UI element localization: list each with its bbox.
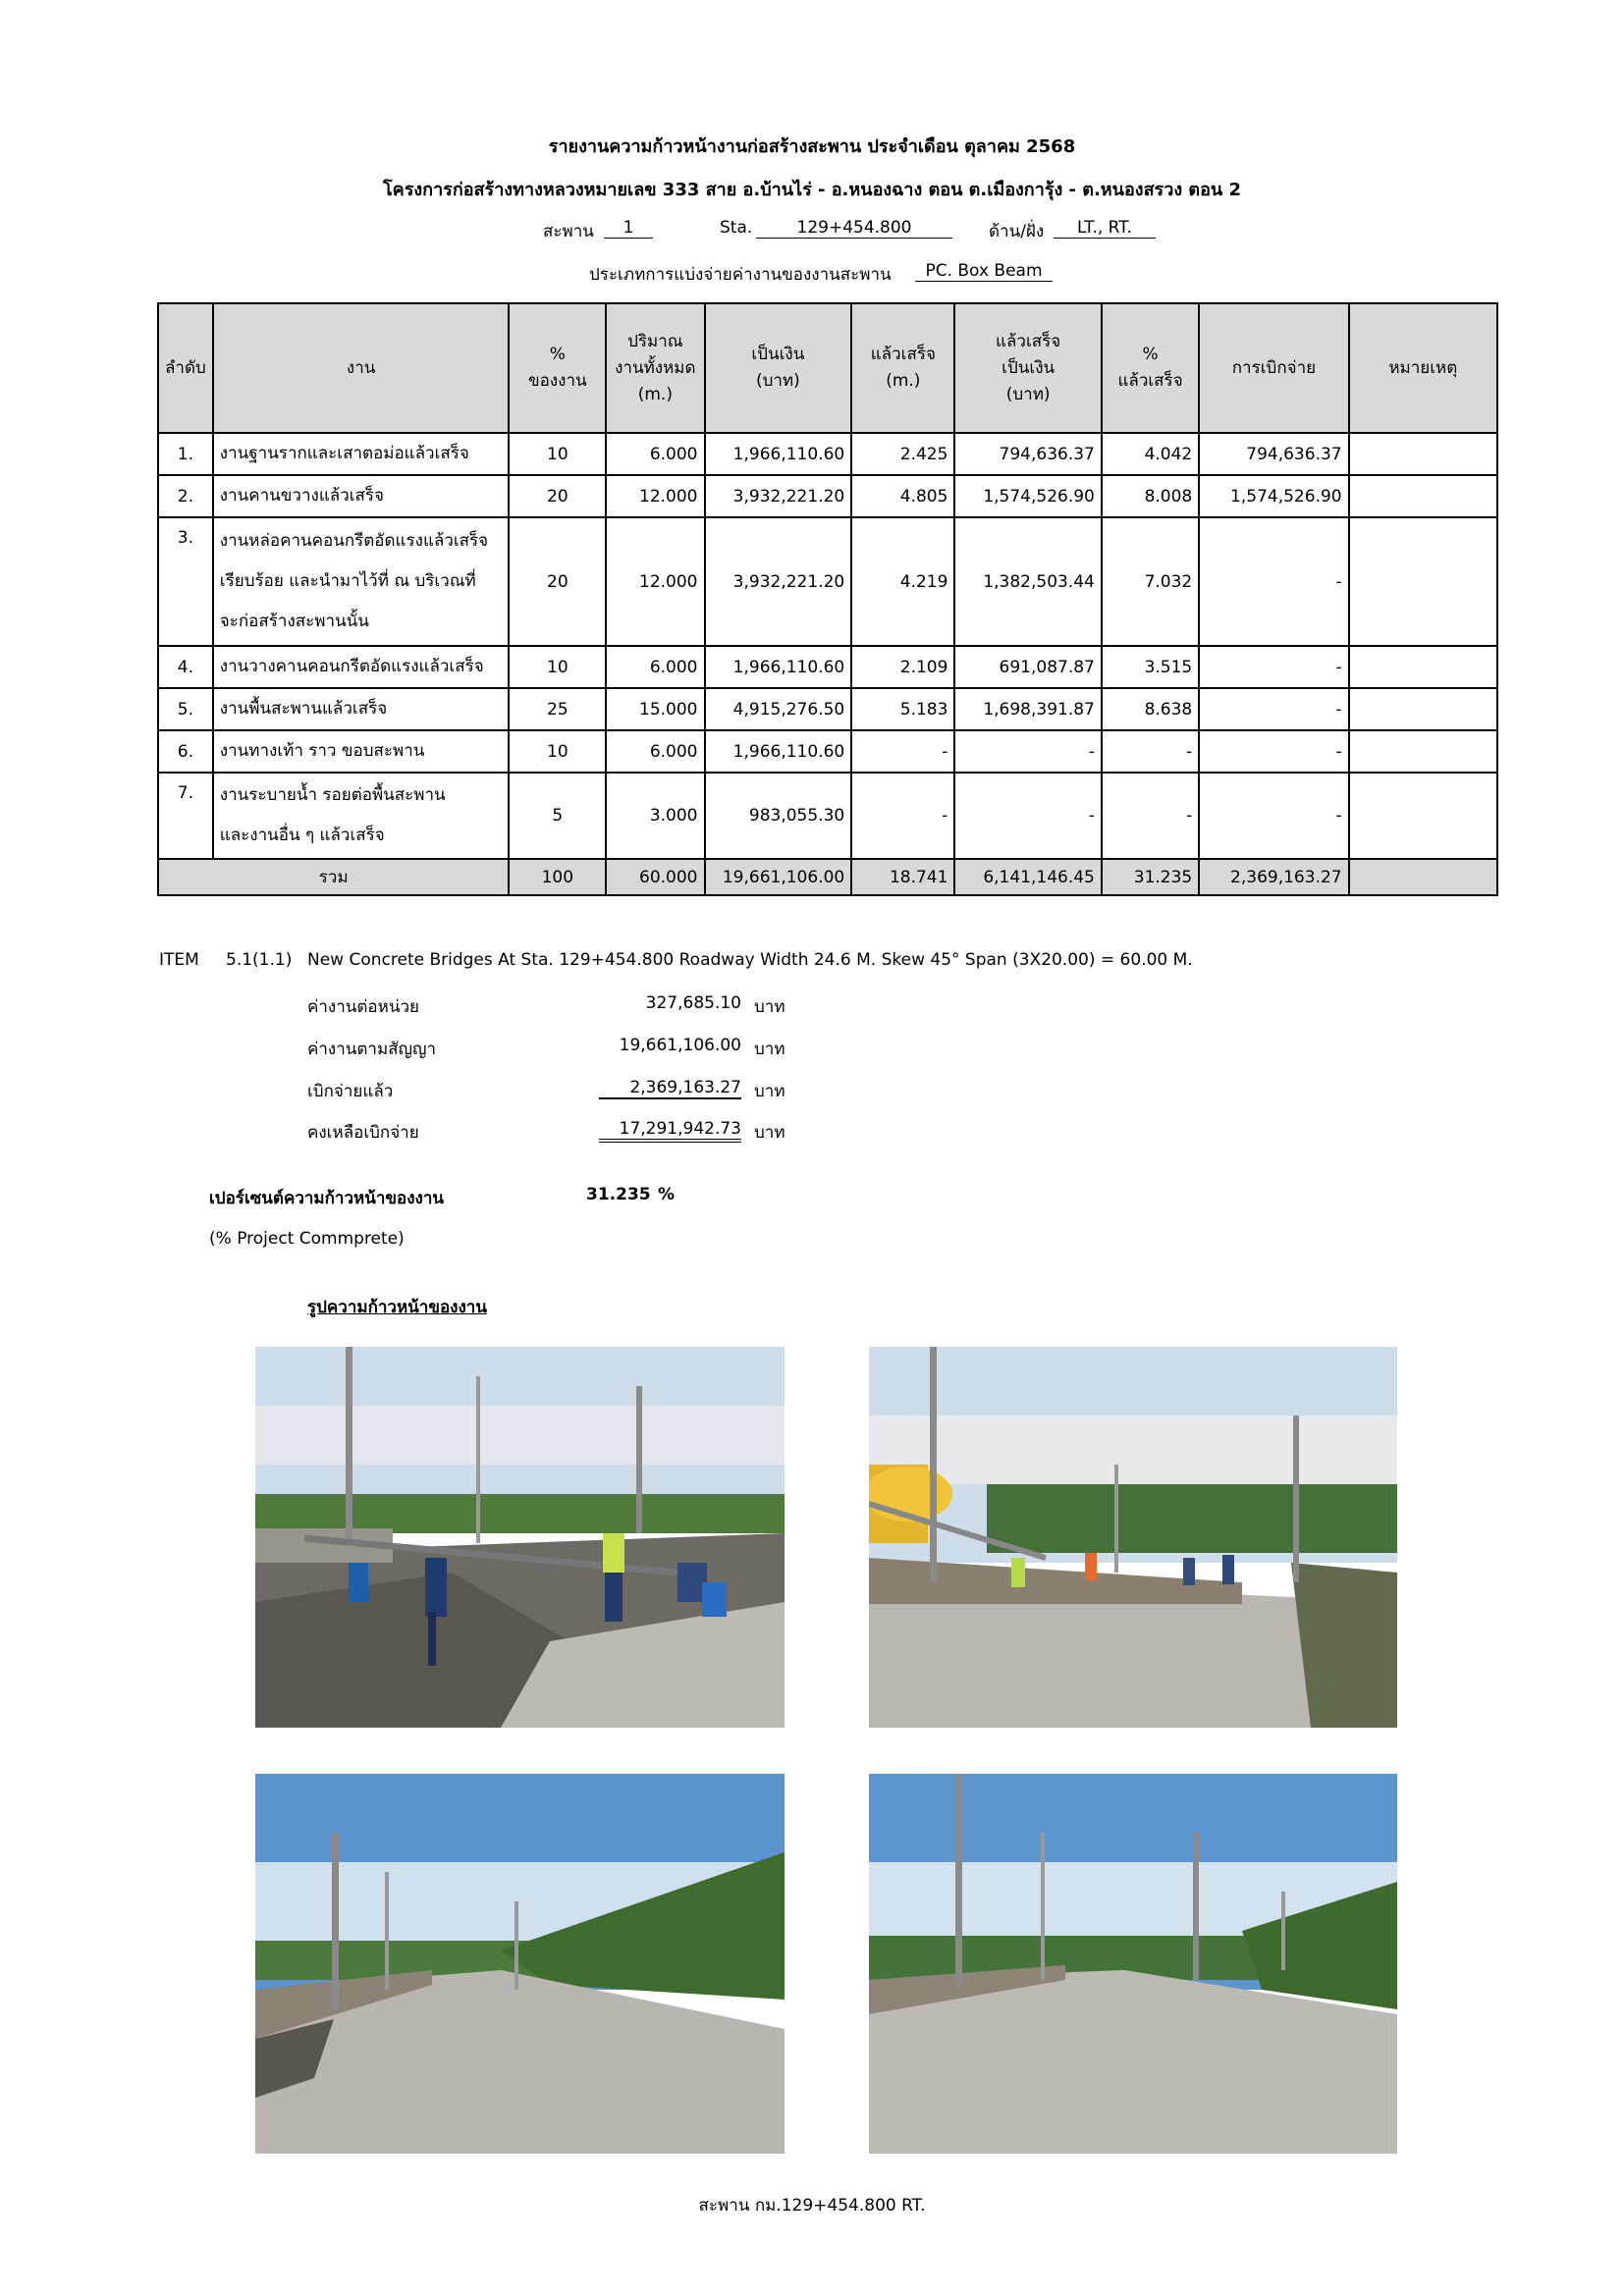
- row-remark: [1349, 730, 1497, 773]
- col-pct-header: % ของงาน: [509, 303, 606, 433]
- row-work: [213, 688, 510, 730]
- row-work: [213, 730, 510, 773]
- table-row: [158, 475, 1497, 517]
- total-amount: 19,661,106.00: [705, 859, 852, 895]
- row-remark: [1349, 773, 1497, 859]
- col-no-header: ลำดับ: [158, 303, 213, 433]
- row-amount: 983,055.30: [705, 773, 852, 859]
- row-done: 2.425: [851, 433, 954, 475]
- col-qty-header: ปริมาณ งานทั้งหมด (m.): [606, 303, 704, 433]
- row-done-pct: -: [1102, 773, 1199, 859]
- row-work-line: งานหล่อคานคอนกรีตอัดแรงแล้วเสร็จ: [219, 531, 489, 551]
- sta-value: 129+454.800: [756, 218, 952, 239]
- item-description: New Concrete Bridges At Sta. 129+454.800 Roadway Width 24.6 M. Skew 45° Span (3X20.00) = 60.00 M.: [307, 950, 1193, 970]
- progress-photo-1: [255, 1347, 785, 1728]
- row-remark: [1349, 517, 1497, 646]
- row-done-pct: 8.638: [1102, 688, 1199, 730]
- row-amount: 4,915,276.50: [705, 688, 852, 730]
- row-done-amount: 1,382,503.44: [954, 517, 1101, 646]
- table-row: [158, 688, 1497, 730]
- type-label: ประเภทการแบ่งจ่ายค่างานของงานสะพาน: [589, 265, 892, 285]
- table-row: [158, 646, 1497, 688]
- row-qty: 3.000: [606, 773, 704, 859]
- side-value: LT., RT.: [1054, 218, 1156, 239]
- row-paid: -: [1199, 646, 1348, 688]
- progress-label: เปอร์เซนต์ความก้าวหน้าของงาน: [209, 1189, 444, 1208]
- row-no: 2.: [158, 475, 213, 517]
- row-work-line: งานระบายน้ำ รอยต่อพื้นสะพาน: [219, 785, 446, 805]
- row-no: 7.: [158, 773, 213, 859]
- row-done-amount: 1,574,526.90: [954, 475, 1101, 517]
- row-paid: 1,574,526.90: [1199, 475, 1348, 517]
- col-amount-header: เป็นเงิน (บาท): [705, 303, 852, 433]
- col-done-amount-header: แล้วเสร็จ เป็นเงิน (บาท): [954, 303, 1101, 433]
- row-done: 5.183: [851, 688, 954, 730]
- row-work-line: งานฐานรากและเสาตอม่อแล้วเสร็จ: [219, 444, 469, 463]
- bridge-label: สะพาน: [543, 222, 594, 241]
- row-done-amount: 794,636.37: [954, 433, 1101, 475]
- row-amount: 1,966,110.60: [705, 730, 852, 773]
- progress-photo-4: [869, 1774, 1397, 2154]
- paid-unit: บาท: [754, 1082, 785, 1101]
- row-qty: 6.000: [606, 433, 704, 475]
- table-row: [158, 517, 1497, 646]
- row-done-amount: -: [954, 773, 1101, 859]
- unit-cost-unit: บาท: [754, 997, 785, 1017]
- row-no: 5.: [158, 688, 213, 730]
- row-qty: 15.000: [606, 688, 704, 730]
- table-row: [158, 773, 1497, 859]
- row-work-line: งานคานขวางแล้วเสร็จ: [219, 486, 385, 506]
- row-pct: 25: [509, 688, 606, 730]
- row-paid: -: [1199, 730, 1348, 773]
- row-amount: 1,966,110.60: [705, 433, 852, 475]
- row-paid: -: [1199, 517, 1348, 646]
- row-done: 4.219: [851, 517, 954, 646]
- bridge-value: 1: [604, 218, 653, 239]
- row-done-pct: 8.008: [1102, 475, 1199, 517]
- row-work: [213, 433, 510, 475]
- row-done-pct: -: [1102, 730, 1199, 773]
- table-row: [158, 433, 1497, 475]
- col-done-header: แล้วเสร็จ (m.): [851, 303, 954, 433]
- total-pct: 100: [509, 859, 606, 895]
- row-work-line: งานทางเท้า ราว ขอบสะพาน: [219, 741, 425, 761]
- row-remark: [1349, 688, 1497, 730]
- row-work-line: งานพื้นสะพานแล้วเสร็จ: [219, 699, 388, 719]
- row-done: 4.805: [851, 475, 954, 517]
- total-remark: [1349, 859, 1497, 895]
- progress-photo-2: [869, 1347, 1397, 1728]
- row-done: -: [851, 730, 954, 773]
- total-done: 18.741: [851, 859, 954, 895]
- progress-value: 31.235: [586, 1185, 651, 1204]
- row-qty: 12.000: [606, 517, 704, 646]
- row-pct: 10: [509, 646, 606, 688]
- col-remark-header: หมายเหตุ: [1349, 303, 1497, 433]
- project-title: โครงการก่อสร้างทางหลวงหมายเลข 333 สาย อ.บ้านไร่ - อ.หนองฉาง ตอน ต.เมืองการุ้ง - ต.หนองสรวง ตอน 2: [383, 180, 1241, 200]
- item-code: 5.1(1.1): [226, 950, 293, 970]
- row-no: 4.: [158, 646, 213, 688]
- row-work: [213, 517, 510, 646]
- row-qty: 6.000: [606, 730, 704, 773]
- total-paid: 2,369,163.27: [1199, 859, 1348, 895]
- progress-table: [157, 302, 1498, 896]
- table-total-row: [158, 859, 1497, 895]
- row-work: [213, 475, 510, 517]
- row-done: 2.109: [851, 646, 954, 688]
- col-work-header: งาน: [213, 303, 510, 433]
- item-label: ITEM: [159, 950, 199, 970]
- row-no: 6.: [158, 730, 213, 773]
- row-work-line: และงานอื่น ๆ แล้วเสร็จ: [219, 826, 385, 845]
- row-remark: [1349, 433, 1497, 475]
- row-work-line: งานวางคานคอนกรีตอัดแรงแล้วเสร็จ: [219, 657, 484, 676]
- progress-unit: %: [658, 1185, 676, 1204]
- row-remark: [1349, 646, 1497, 688]
- side-label: ด้าน/ฝั่ง: [989, 222, 1045, 241]
- row-qty: 12.000: [606, 475, 704, 517]
- row-paid: -: [1199, 773, 1348, 859]
- contract-cost-unit: บาท: [754, 1040, 785, 1059]
- col-done-pct-header: % แล้วเสร็จ: [1102, 303, 1199, 433]
- row-pct: 20: [509, 517, 606, 646]
- row-pct: 5: [509, 773, 606, 859]
- row-done: -: [851, 773, 954, 859]
- remaining-unit: บาท: [754, 1123, 785, 1143]
- row-work-line: จะก่อสร้างสะพานนั้น: [219, 612, 369, 631]
- row-amount: 1,966,110.60: [705, 646, 852, 688]
- type-value: PC. Box Beam: [915, 261, 1053, 282]
- photos-caption: สะพาน กม.129+454.800 RT.: [698, 2196, 926, 2216]
- total-label: รวม: [158, 859, 509, 895]
- total-done-pct: 31.235: [1102, 859, 1199, 895]
- row-no: 3.: [158, 517, 213, 646]
- report-title: รายงานความก้าวหน้างานก่อสร้างสะพาน ประจำเดือน ตุลาคม 2568: [548, 136, 1076, 157]
- total-qty: 60.000: [606, 859, 704, 895]
- row-remark: [1349, 475, 1497, 517]
- photos-heading: รูปความก้าวหน้าของงาน: [307, 1298, 487, 1317]
- row-work-line: เรียบร้อย และนำมาไว้ที่ ณ บริเวณที่: [219, 571, 476, 591]
- paid-value: 2,369,163.27: [599, 1078, 741, 1099]
- row-done-pct: 4.042: [1102, 433, 1199, 475]
- unit-cost-label: ค่างานต่อหน่วย: [307, 997, 419, 1017]
- paid-label: เบิกจ่ายแล้ว: [307, 1082, 394, 1101]
- row-amount: 3,932,221.20: [705, 517, 852, 646]
- col-paid-header: การเบิกจ่าย: [1199, 303, 1348, 433]
- row-work: [213, 646, 510, 688]
- row-pct: 20: [509, 475, 606, 517]
- row-pct: 10: [509, 433, 606, 475]
- row-done-pct: 7.032: [1102, 517, 1199, 646]
- row-pct: 10: [509, 730, 606, 773]
- row-paid: 794,636.37: [1199, 433, 1348, 475]
- remaining-label: คงเหลือเบิกจ่าย: [307, 1123, 419, 1143]
- row-no: 1.: [158, 433, 213, 475]
- row-paid: -: [1199, 688, 1348, 730]
- contract-cost-label: ค่างานตามสัญญา: [307, 1040, 437, 1059]
- table-row: [158, 730, 1497, 773]
- table-header-row: [158, 303, 1497, 433]
- row-done-amount: 1,698,391.87: [954, 688, 1101, 730]
- row-qty: 6.000: [606, 646, 704, 688]
- progress-photo-3: [255, 1774, 785, 2154]
- sta-label: Sta.: [720, 218, 753, 238]
- row-amount: 3,932,221.20: [705, 475, 852, 517]
- total-done-amount: 6,141,146.45: [954, 859, 1101, 895]
- unit-cost-value: 327,685.10: [645, 993, 741, 1013]
- progress-sub: (% Project Commprete): [209, 1229, 405, 1249]
- row-done-amount: -: [954, 730, 1101, 773]
- row-done-amount: 691,087.87: [954, 646, 1101, 688]
- remaining-value: 17,291,942.73: [599, 1119, 741, 1143]
- row-work: [213, 773, 510, 859]
- contract-cost-value: 19,661,106.00: [619, 1036, 741, 1055]
- row-done-pct: 3.515: [1102, 646, 1199, 688]
